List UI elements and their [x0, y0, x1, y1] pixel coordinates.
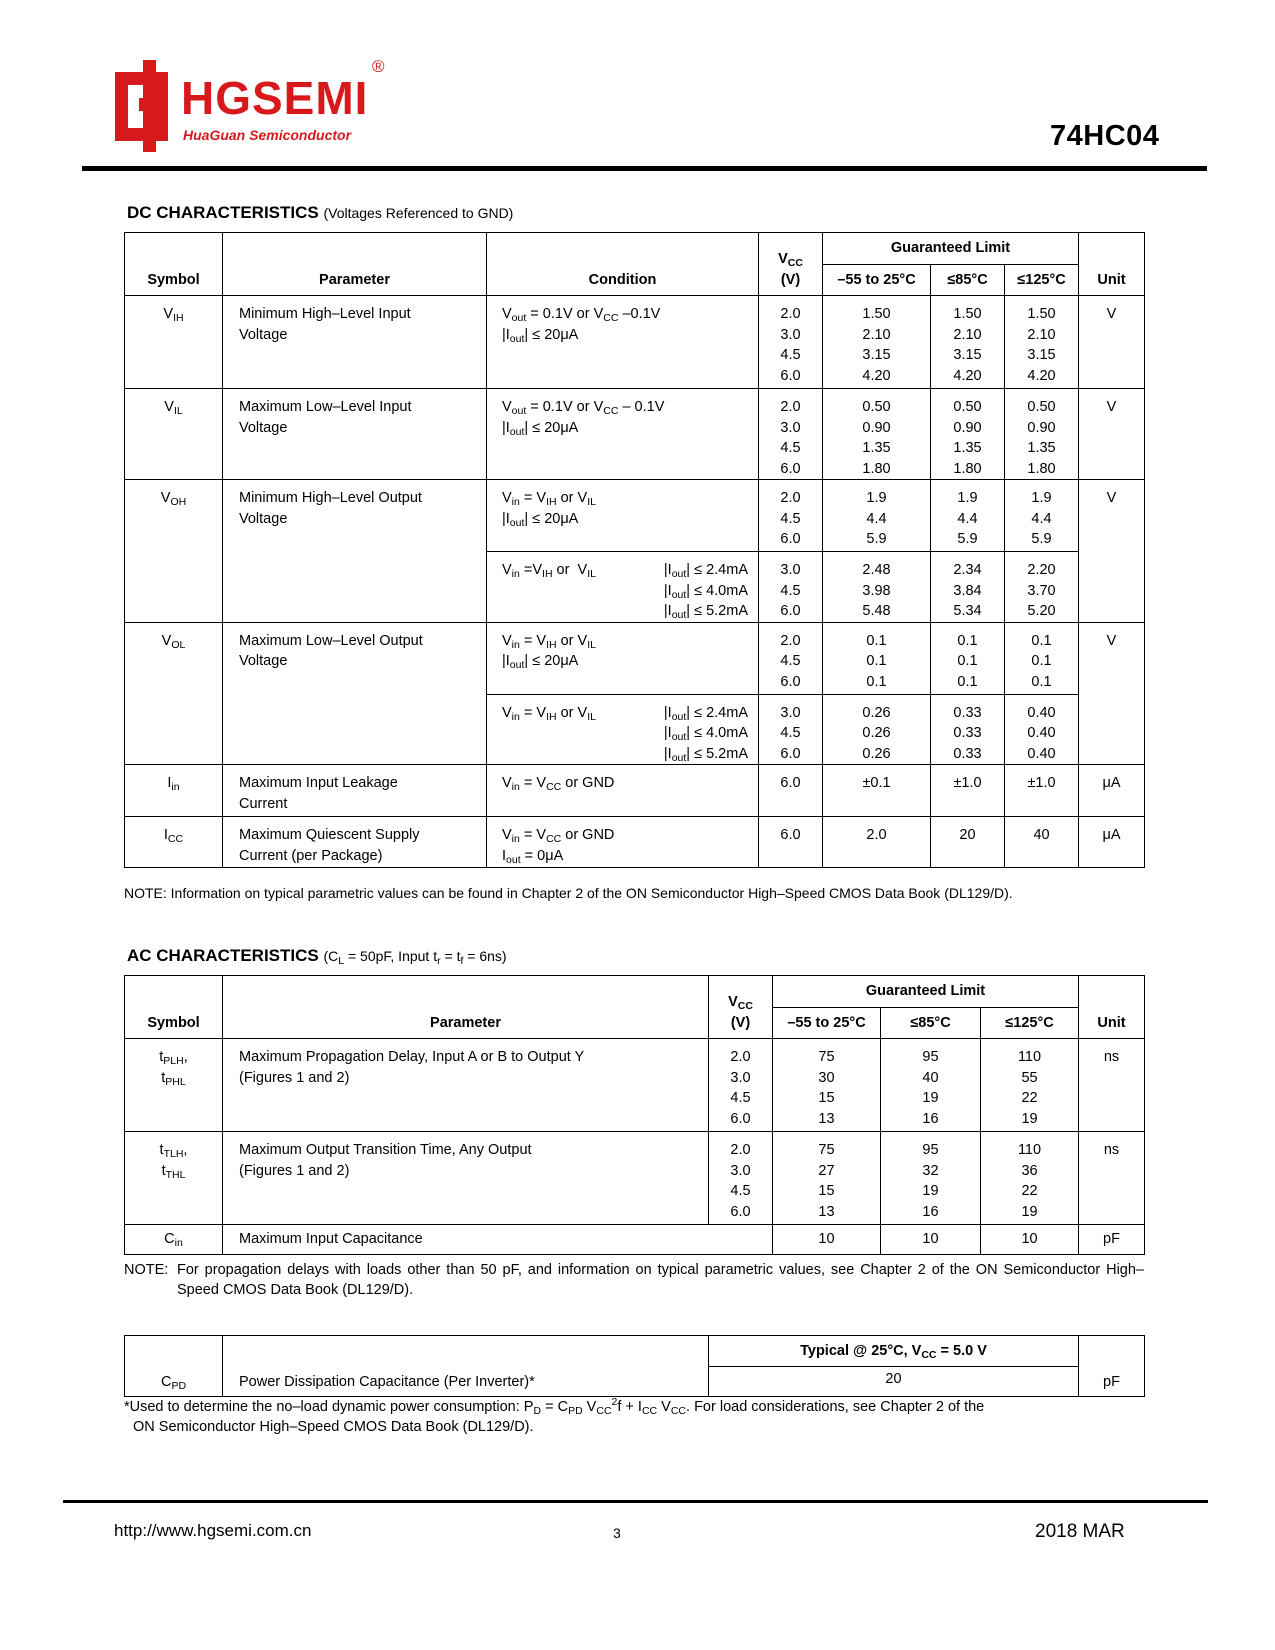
- temp-range-1-header: –55 to 25°C: [823, 265, 931, 296]
- vcc-values: 2.0 3.0 4.5 6.0: [759, 389, 823, 480]
- parameter-icc: Maximum Quiescent Supply Current (per Package): [223, 817, 487, 868]
- cpd-footnote: [124, 1397, 1149, 1437]
- parameter-vih: Minimum High–Level Input Voltage: [223, 296, 487, 389]
- condition-header: Condition: [487, 233, 759, 296]
- symbol-cpd: $C_{PD}$: [125, 1336, 223, 1397]
- symbol-vih: $V_{IH}$: [125, 296, 223, 389]
- limit-values: 0.50 0.90 1.35 1.80: [1005, 389, 1079, 480]
- condition-voh-b: $|I_{out}| \le 2.4mA$ $|I_{out}| \le 4.0mA$ $|I_{out}| \le 5.2mA$ $V_{in} =V_{IH}$ or $V_{IL}$: [487, 552, 759, 623]
- ac-note-text: For propagation delays with loads other than 50 pF, and information on typical parametric values, see Chapter 2 of the ON Semiconductor High–Speed CMOS Data Book (DL129/D).: [177, 1262, 1144, 1298]
- unit-value: μA: [1079, 817, 1145, 868]
- limit-values: 1.50 2.10 3.15 4.20: [931, 296, 1005, 389]
- symbol-header: Symbol: [125, 976, 223, 1039]
- unit-value: pF: [1079, 1225, 1145, 1255]
- unit-value: μA: [1079, 765, 1145, 817]
- part-number: 74HC04: [1050, 120, 1160, 152]
- parameter-cin: Maximum Input Capacitance: [223, 1225, 773, 1255]
- limit-values: 0.26 0.26 0.26: [823, 694, 931, 765]
- limit-values: 110 55 22 19: [981, 1039, 1079, 1132]
- vcc-values: 2.0 4.5 6.0: [759, 622, 823, 694]
- vcc-header: $V_{CC}$ (V): [759, 233, 823, 296]
- parameter-ttlh: Maximum Output Transition Time, Any Output (Figures 1 and 2): [223, 1132, 709, 1225]
- limit-value: ±0.1: [823, 765, 931, 817]
- limit-value: 2.0: [823, 817, 931, 868]
- guaranteed-limit-header: Guaranteed Limit: [773, 976, 1079, 1008]
- limit-values: 75 27 15 13: [773, 1132, 881, 1225]
- parameter-vol: Maximum Low–Level Output Voltage: [223, 622, 487, 765]
- ac-title: AC CHARACTERISTICS: [127, 946, 319, 965]
- page-number: 3: [613, 1525, 621, 1541]
- dc-note: NOTE: Information on typical parametric values can be found in Chapter 2 of the ON Semiconductor High–Speed CMOS Data Book (DL129/D).: [124, 885, 1013, 901]
- ac-section-title: [127, 946, 507, 966]
- limit-value: 40: [1005, 817, 1079, 868]
- limit-value: 10: [881, 1225, 981, 1255]
- ac-characteristics-table: [124, 975, 1145, 1255]
- cpd-footnote-line-2: ON Semiconductor High–Speed CMOS Data Book (DL129/D).: [133, 1419, 534, 1435]
- limit-value: 10: [773, 1225, 881, 1255]
- parameter-iin: Maximum Input Leakage Current: [223, 765, 487, 817]
- parameter-cpd: Power Dissipation Capacitance (Per Inverter)*: [223, 1336, 709, 1397]
- guaranteed-limit-header: Guaranteed Limit: [823, 233, 1079, 265]
- unit-value: V: [1079, 622, 1145, 694]
- unit-value: ns: [1079, 1132, 1145, 1225]
- limit-values: 1.50 2.10 3.15 4.20: [823, 296, 931, 389]
- condition-iin: $V_{in} = V_{CC}$ or GND: [487, 765, 759, 817]
- ac-note-label: NOTE:: [124, 1262, 169, 1278]
- limit-values: 95 32 19 16: [881, 1132, 981, 1225]
- limit-value: ±1.0: [1005, 765, 1079, 817]
- dc-section-title: [127, 203, 513, 223]
- cpd-footnote-line-1: *Used to determine the no–load dynamic power consumption: $P_D = C_{PD}$ $V_{CC}^2f + I_{CC}$ $V_{CC}$. For load considerations, see Chapter 2 of the: [124, 1396, 985, 1417]
- parameter-vil: Maximum Low–Level Input Voltage: [223, 389, 487, 480]
- limit-values: 0.33 0.33 0.33: [931, 694, 1005, 765]
- parameter-header: Parameter: [223, 233, 487, 296]
- unit-header: Unit: [1079, 233, 1145, 296]
- symbol-ttlh-tthl: $t_{TLH}$, $t_{THL}$: [125, 1132, 223, 1225]
- dc-title: DC CHARACTERISTICS: [127, 203, 319, 222]
- limit-values: 1.9 4.4 5.9: [1005, 480, 1079, 552]
- temp-range-3-header: ≤125°C: [981, 1008, 1079, 1039]
- limit-values: 1.9 4.4 5.9: [823, 480, 931, 552]
- limit-values: 1.9 4.4 5.9: [931, 480, 1005, 552]
- company-logo: [115, 60, 405, 152]
- cpd-value: 20: [709, 1367, 1079, 1397]
- limit-values: 0.1 0.1 0.1: [1005, 622, 1079, 694]
- limit-values: 0.1 0.1 0.1: [823, 622, 931, 694]
- limit-values: 1.50 2.10 3.15 4.20: [1005, 296, 1079, 389]
- registered-mark: ®: [372, 60, 385, 76]
- limit-values: 2.48 3.98 5.48: [823, 552, 931, 623]
- vcc-values: 2.0 4.5 6.0: [759, 480, 823, 552]
- table-row-vol: [125, 622, 1145, 694]
- limit-values: 110 36 22 19: [981, 1132, 1079, 1225]
- vcc-header: $V_{CC}$ (V): [709, 976, 773, 1039]
- temp-range-2-header: ≤85°C: [931, 265, 1005, 296]
- symbol-vil: $V_{IL}$: [125, 389, 223, 480]
- limit-values: 0.40 0.40 0.40: [1005, 694, 1079, 765]
- symbol-icc: $I_{CC}$: [125, 817, 223, 868]
- table-row-iin: [125, 765, 1145, 817]
- symbol-voh: $V_{OH}$: [125, 480, 223, 623]
- vcc-value: 6.0: [759, 817, 823, 868]
- unit-value: V: [1079, 296, 1145, 389]
- ac-note: [124, 1260, 1144, 1300]
- footer-date: 2018 MAR: [1035, 1521, 1125, 1542]
- limit-values: 2.34 3.84 5.34: [931, 552, 1005, 623]
- vcc-values: 3.0 4.5 6.0: [759, 694, 823, 765]
- unit-value: V: [1079, 389, 1145, 480]
- condition-vol-b: $|I_{out}| \le 2.4mA$ $|I_{out}| \le 4.0mA$ $|I_{out}| \le 5.2mA$ $V_{in} = V_{IH}$ or $V_{IL}$: [487, 694, 759, 765]
- table-row-cin: [125, 1225, 1145, 1255]
- limit-values: 0.50 0.90 1.35 1.80: [931, 389, 1005, 480]
- symbol-vol: $V_{OL}$: [125, 622, 223, 765]
- footer-rule: [63, 1500, 1208, 1503]
- limit-value: 20: [931, 817, 1005, 868]
- temp-range-2-header: ≤85°C: [881, 1008, 981, 1039]
- vcc-values: 2.0 3.0 4.5 6.0: [709, 1039, 773, 1132]
- limit-values: 75 30 15 13: [773, 1039, 881, 1132]
- vcc-values: 2.0 3.0 4.5 6.0: [709, 1132, 773, 1225]
- limit-values: 0.1 0.1 0.1: [931, 622, 1005, 694]
- parameter-header: Parameter: [223, 976, 709, 1039]
- parameter-tplh: Maximum Propagation Delay, Input A or B to Output Y (Figures 1 and 2): [223, 1039, 709, 1132]
- unit-header: Unit: [1079, 976, 1145, 1039]
- table-row-icc: [125, 817, 1145, 868]
- vcc-values: 2.0 3.0 4.5 6.0: [759, 296, 823, 389]
- brand-name: HGSEMI: [181, 72, 369, 124]
- limit-values: 2.20 3.70 5.20: [1005, 552, 1079, 623]
- brand-subtitle: HuaGuan Semiconductor: [183, 127, 352, 143]
- vcc-value: 6.0: [759, 765, 823, 817]
- header-rule: [82, 166, 1207, 171]
- unit-value: V: [1079, 480, 1145, 552]
- limit-values: 0.50 0.90 1.35 1.80: [823, 389, 931, 480]
- condition-vol-a: $V_{in} = V_{IH}$ or $V_{IL}$ $|I_{out}| \le 20\mu A$: [487, 622, 759, 694]
- symbol-iin: $I_{in}$: [125, 765, 223, 817]
- vcc-values: 3.0 4.5 6.0: [759, 552, 823, 623]
- unit-value: pF: [1079, 1336, 1145, 1397]
- table-row-ttlh: [125, 1132, 1145, 1225]
- dc-subtitle: (Voltages Referenced to GND): [323, 205, 514, 221]
- condition-vih: $V_{out} = 0.1V$ or $V_{CC}$ –0.1V $|I_{out}| \le 20\mu A$: [487, 296, 759, 389]
- temp-range-1-header: –55 to 25°C: [773, 1008, 881, 1039]
- condition-icc: $V_{in} = V_{CC}$ or GND $I_{out} = 0\mu A$: [487, 817, 759, 868]
- symbol-header: Symbol: [125, 233, 223, 296]
- limit-value: 10: [981, 1225, 1079, 1255]
- unit-cell-empty: [1079, 552, 1145, 623]
- footer-url[interactable]: http://www.hgsemi.com.cn: [114, 1521, 312, 1540]
- condition-voh-a: $V_{in} = V_{IH}$ or $V_{IL}$ $|I_{out}| \le 20\mu A$: [487, 480, 759, 552]
- temp-range-3-header: ≤125°C: [1005, 265, 1079, 296]
- limit-values: 95 40 19 16: [881, 1039, 981, 1132]
- dc-characteristics-table: [124, 232, 1145, 868]
- table-row-vih: [125, 296, 1145, 389]
- limit-value: ±1.0: [931, 765, 1005, 817]
- cpd-table: [124, 1335, 1145, 1397]
- typical-header: Typical @ 25°C, $V_{CC} = 5.0$ V: [709, 1336, 1079, 1367]
- symbol-cin: $C_{in}$: [125, 1225, 223, 1255]
- table-row-tplh: [125, 1039, 1145, 1132]
- symbol-tplh-tphl: $t_{PLH}$, $t_{PHL}$: [125, 1039, 223, 1132]
- condition-vil: $V_{out} = 0.1V$ or $V_{CC} - 0.1V$ $|I_{out}| \le 20\mu A$: [487, 389, 759, 480]
- table-row-vil: [125, 389, 1145, 480]
- parameter-voh: Minimum High–Level Output Voltage: [223, 480, 487, 623]
- unit-value: ns: [1079, 1039, 1145, 1132]
- unit-cell-empty: [1079, 694, 1145, 765]
- ac-subtitle: ($C_L = 50pF$, Input $t_r = t_f = 6ns$): [323, 948, 507, 967]
- table-row-voh: [125, 480, 1145, 552]
